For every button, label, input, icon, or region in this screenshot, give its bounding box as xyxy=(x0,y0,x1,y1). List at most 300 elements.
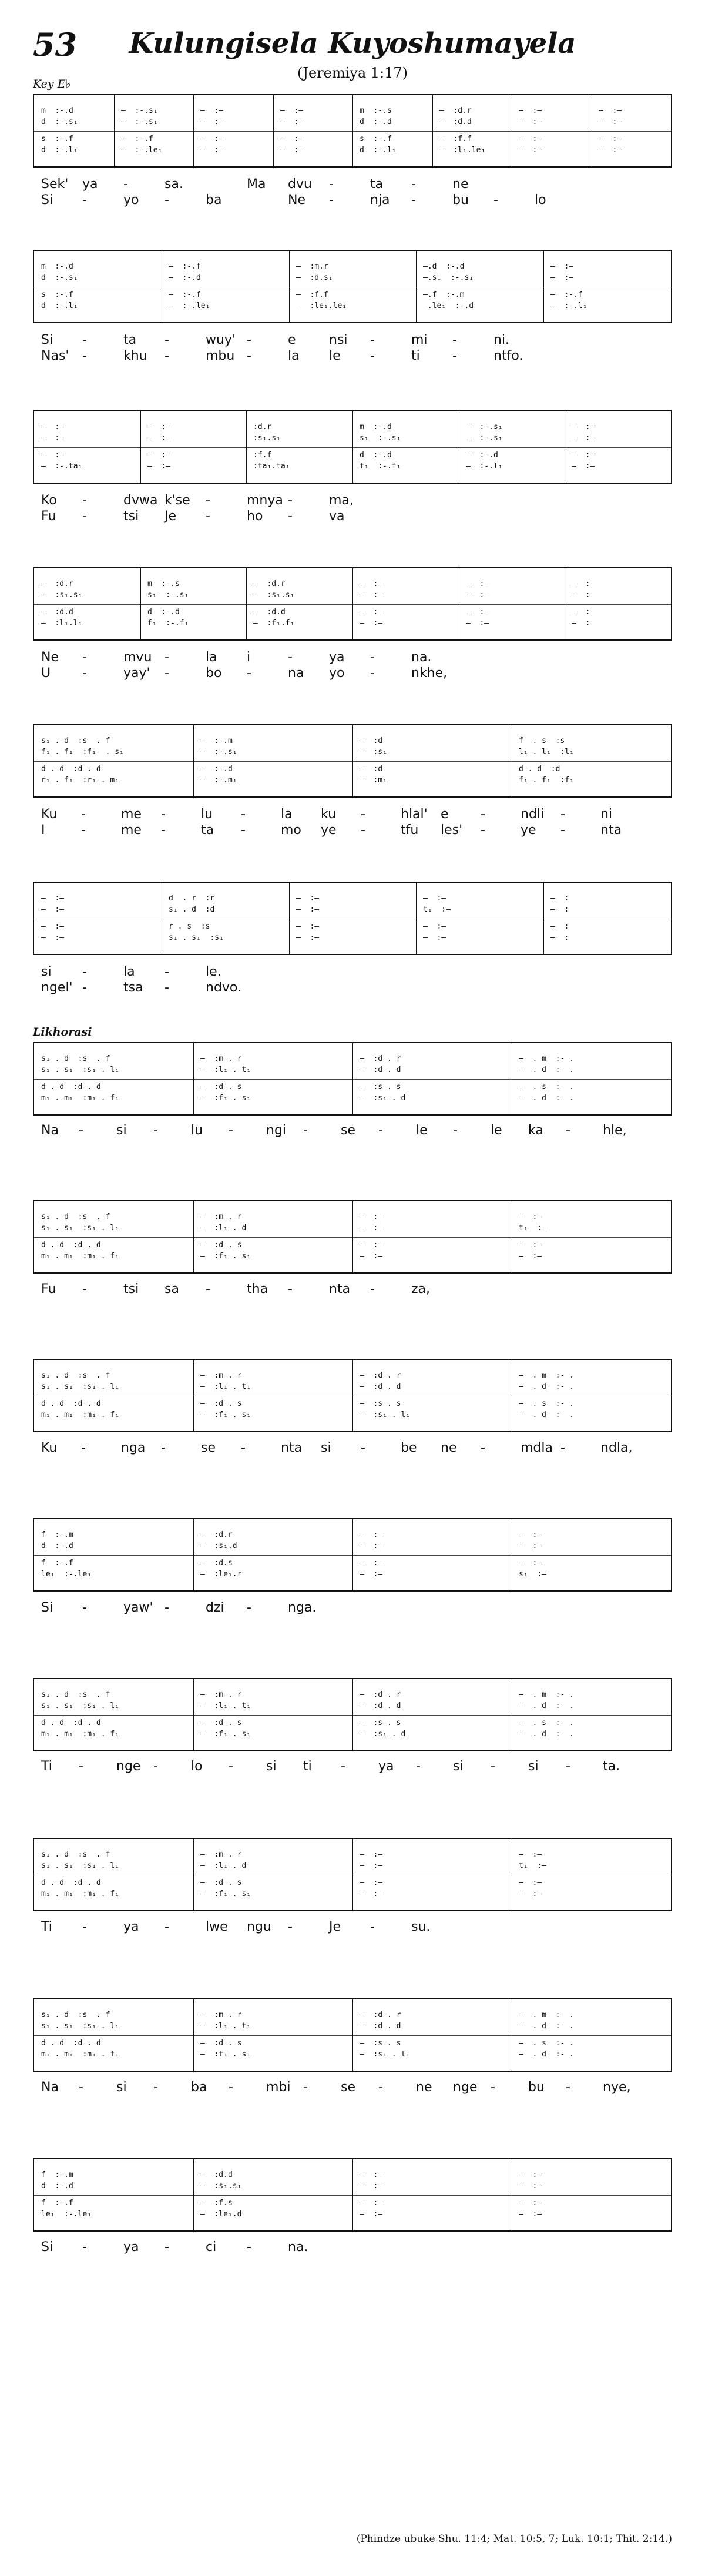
note-cell: d . d :d . d xyxy=(41,765,101,773)
lyric-syllable: - xyxy=(82,650,87,665)
voice-row xyxy=(34,2198,671,2208)
lyric-syllable: nta xyxy=(329,1282,351,1297)
lyric-syllable: - xyxy=(361,823,365,838)
lyric-syllable: - xyxy=(494,193,498,207)
lyric-syllable: ta. xyxy=(603,1759,620,1774)
lyric-syllable: - xyxy=(370,1920,375,1934)
lyric-syllable: - xyxy=(164,964,169,979)
note-cell: — :— xyxy=(200,106,224,115)
note-cell: — :— xyxy=(423,894,446,903)
lyric-syllable: - xyxy=(164,2240,169,2255)
note-cell: — :— xyxy=(599,118,622,126)
voice-row xyxy=(34,1569,671,1579)
lyric-syllable: ni xyxy=(600,807,613,822)
note-cell: — :-.d xyxy=(169,273,201,282)
note-cell: — . d :- . xyxy=(519,1730,574,1738)
note-cell: — :s₁ xyxy=(360,748,387,756)
note-cell: — :d . s xyxy=(200,2039,242,2048)
lyric-syllable: ndvo. xyxy=(206,980,241,995)
note-cell: — :-.m₁ xyxy=(200,776,237,785)
lyric-syllable: Ma xyxy=(247,177,266,192)
note-cell: r . s :s xyxy=(169,922,210,931)
note-cell: — :-.m xyxy=(200,736,233,745)
lyric-syllable: ya xyxy=(123,2240,139,2255)
note-cell: — :m . r xyxy=(200,1371,242,1380)
note-cell: — :f₁.f₁ xyxy=(253,619,295,628)
lyric-syllable: nga. xyxy=(288,1600,317,1615)
note-cell: — :d.d xyxy=(253,608,286,617)
note-cell: s₁ . s₁ :s₁ . l₁ xyxy=(41,1701,120,1710)
note-cell: — . m :- . xyxy=(519,1054,574,1063)
voice-row xyxy=(34,461,671,471)
note-cell: — : xyxy=(550,905,569,914)
note-cell: — :— xyxy=(572,462,595,471)
lyric-syllable: - xyxy=(82,2240,87,2255)
voice-row xyxy=(34,2170,671,2180)
lyric-line xyxy=(41,1440,676,1456)
lyric-syllable: - xyxy=(82,493,87,508)
note-cell: — :— xyxy=(360,1542,383,1550)
note-cell: — :— xyxy=(466,608,489,617)
lyric-syllable: si xyxy=(116,1123,127,1138)
voice-row xyxy=(34,422,671,432)
lyric-syllable: - xyxy=(288,1920,293,1934)
note-cell: :s₁.s₁ xyxy=(253,434,281,443)
note-cell: f₁ . f₁ :f₁ . s₁ xyxy=(41,748,124,756)
note-cell: — :— xyxy=(147,462,171,471)
lyric-syllable: - xyxy=(247,1600,251,1615)
note-cell: — :— xyxy=(41,423,65,431)
note-cell: — :— xyxy=(280,146,304,155)
lyric-syllable: nge xyxy=(453,2080,478,2095)
note-cell: d :-.d xyxy=(360,451,392,460)
lyric-line xyxy=(41,332,676,348)
lyric-syllable: - xyxy=(81,807,86,822)
voice-row xyxy=(34,290,671,300)
note-cell: s₁ . s₁ :s₁ . l₁ xyxy=(41,1066,120,1074)
note-cell: — :l₁ . d xyxy=(200,1861,247,1870)
lyric-syllable: sa. xyxy=(164,177,183,192)
note-cell: — :— xyxy=(519,2210,542,2219)
note-cell: d :-.d xyxy=(41,1542,73,1550)
lyrics-block xyxy=(41,1281,676,1297)
lyric-syllable: si xyxy=(116,2080,127,2095)
lyric-syllable: mo xyxy=(281,823,301,838)
note-cell: — :— xyxy=(360,619,383,628)
note-cell: — :— xyxy=(550,273,574,282)
lyric-syllable: lo xyxy=(535,193,546,207)
lyric-syllable: Ne xyxy=(41,650,59,665)
note-cell: — :s₁ . d xyxy=(360,1094,406,1103)
note-cell: d . r :r xyxy=(169,894,215,903)
note-cell: — :— xyxy=(519,2170,542,2179)
lyric-syllable: ne xyxy=(452,177,469,192)
lyric-syllable: ku xyxy=(321,807,337,822)
lyric-syllable: Si xyxy=(41,193,53,207)
music-system xyxy=(33,250,672,323)
lyric-syllable: - xyxy=(247,2240,251,2255)
lyric-syllable: wuy' xyxy=(206,333,236,347)
lyric-syllable: ne xyxy=(416,2080,432,2095)
voice-row xyxy=(34,2181,671,2191)
note-cell: — :— xyxy=(519,146,542,155)
lyric-line xyxy=(41,1758,676,1774)
voice-row xyxy=(34,747,671,757)
note-cell: — :f₁ . s₁ xyxy=(200,1094,251,1103)
note-cell: — :— xyxy=(147,423,171,431)
note-cell: — :— xyxy=(519,1878,542,1887)
voice-row xyxy=(34,922,671,932)
lyric-line xyxy=(41,1281,676,1297)
note-cell: — :s₁ . l₁ xyxy=(360,1411,411,1419)
note-cell: le₁ :-.le₁ xyxy=(41,2210,92,2219)
note-cell: — :d . s xyxy=(200,1083,242,1091)
note-cell: — :l₁ . t₁ xyxy=(200,1701,251,1710)
lyric-syllable: Ku xyxy=(41,807,58,822)
note-cell: — :le₁.d xyxy=(200,2210,242,2219)
note-cell: — . d :- . xyxy=(519,1094,574,1103)
music-system xyxy=(33,882,672,955)
note-cell: — :s₁ . l₁ xyxy=(360,2050,411,2059)
lyric-syllable: ka xyxy=(528,1123,543,1138)
lyric-syllable: i xyxy=(247,650,251,665)
note-cell: — :m . r xyxy=(200,1054,242,1063)
lyric-syllable: lwe xyxy=(206,1920,228,1934)
note-cell: — :— xyxy=(360,1570,383,1579)
lyric-syllable: - xyxy=(370,650,375,665)
lyric-syllable: - xyxy=(288,650,293,665)
note-cell: — :— xyxy=(360,1212,383,1221)
lyric-syllable: se xyxy=(201,1441,216,1455)
note-cell: s₁ . s₁ :s₁ . l₁ xyxy=(41,1224,120,1232)
lyric-line xyxy=(41,822,676,838)
lyric-syllable: ta xyxy=(123,333,137,347)
lyric-syllable: - xyxy=(481,823,485,838)
note-cell: — :m.r xyxy=(296,262,328,271)
lyric-line xyxy=(41,649,676,665)
note-cell: — :-.s₁ xyxy=(121,106,158,115)
note-cell: f :-.m xyxy=(41,1530,73,1539)
lyric-syllable: - xyxy=(566,1123,570,1138)
note-cell: — :— xyxy=(41,922,65,931)
note-cell: — :-.le₁ xyxy=(169,302,210,310)
note-cell: d . d :d . d xyxy=(41,1083,101,1091)
note-cell: s₁ :-.s₁ xyxy=(147,591,189,599)
lyric-syllable: Fu xyxy=(41,509,56,524)
note-cell: — :-.d xyxy=(466,451,498,460)
lyric-line xyxy=(41,176,676,192)
note-cell: — :— xyxy=(360,1224,383,1232)
voice-row xyxy=(34,117,671,127)
lyric-syllable: khu xyxy=(123,349,147,363)
lyric-syllable: - xyxy=(303,2080,308,2095)
note-cell: :f.f xyxy=(253,451,272,460)
note-cell: m :-.d xyxy=(360,423,392,431)
music-system xyxy=(33,1042,672,1116)
note-cell: — : xyxy=(572,591,590,599)
lyric-syllable: - xyxy=(361,807,365,822)
lyric-syllable: - xyxy=(82,980,87,995)
note-cell: s₁ . s₁ :s₁ xyxy=(169,933,224,942)
lyric-syllable: ya xyxy=(378,1759,394,1774)
lyric-syllable: za, xyxy=(411,1282,431,1297)
note-cell: — . s :- . xyxy=(519,1399,574,1408)
note-cell: m :-.s xyxy=(360,106,392,115)
lyric-syllable: le. xyxy=(206,964,221,979)
lyric-syllable: ngi xyxy=(266,1123,287,1138)
lyric-syllable: lu xyxy=(191,1123,203,1138)
voice-row xyxy=(34,1530,671,1540)
note-cell: — :s₁.s₁ xyxy=(200,2182,242,2190)
lyric-syllable: - xyxy=(247,666,251,681)
lyric-syllable: - xyxy=(247,349,251,363)
voice-row xyxy=(34,1054,671,1064)
lyrics-block xyxy=(41,1123,676,1138)
lyric-syllable: - xyxy=(79,2080,83,2095)
lyric-syllable: nta xyxy=(281,1441,303,1455)
note-cell: :ta₁.ta₁ xyxy=(253,462,290,471)
note-cell: — :— xyxy=(200,118,224,126)
voice-row xyxy=(34,764,671,774)
lyric-syllable: Je xyxy=(329,1920,341,1934)
lyric-syllable: - xyxy=(206,1282,210,1297)
voice-row xyxy=(34,2021,671,2031)
note-cell: — :— xyxy=(519,118,542,126)
lyric-syllable: - xyxy=(452,349,457,363)
lyric-syllable: ci xyxy=(206,2240,217,2255)
voice-row xyxy=(34,1701,671,1711)
note-cell: — :— xyxy=(41,933,65,942)
lyric-syllable: yo xyxy=(329,666,345,681)
lyric-syllable: Je xyxy=(164,509,177,524)
voice-row xyxy=(34,1878,671,1888)
lyric-syllable: - xyxy=(247,333,251,347)
note-cell: s₁ :-.s₁ xyxy=(360,434,401,443)
note-cell: — :— xyxy=(360,2182,383,2190)
note-cell: — :— xyxy=(423,922,446,931)
lyric-syllable: - xyxy=(303,1123,308,1138)
lyric-syllable: - xyxy=(164,980,169,995)
note-cell: f₁ :-.f₁ xyxy=(360,462,401,471)
note-cell: — :d.d xyxy=(41,608,73,617)
voice-row xyxy=(34,1729,671,1739)
lyric-syllable: si xyxy=(453,1759,464,1774)
note-cell: — :f.s xyxy=(200,2199,233,2207)
note-cell: — :— xyxy=(296,933,320,942)
voice-row xyxy=(34,1541,671,1551)
lyric-syllable: na. xyxy=(288,2240,308,2255)
lyric-syllable: la xyxy=(206,650,217,665)
note-cell: — :f.f xyxy=(296,290,328,299)
music-system xyxy=(33,1998,672,2072)
lyric-syllable: - xyxy=(153,1123,158,1138)
note-cell: — :d . d xyxy=(360,1382,401,1391)
note-cell: — :-.s₁ xyxy=(466,423,503,431)
key-signature: Key E♭ xyxy=(33,78,71,91)
note-cell: — :d.d xyxy=(439,118,472,126)
note-cell: — :— xyxy=(519,106,542,115)
lyric-syllable: e xyxy=(441,807,449,822)
lyric-syllable: U xyxy=(41,666,51,681)
lyric-syllable: nsi xyxy=(329,333,348,347)
note-cell: — :— xyxy=(519,1241,542,1250)
note-cell: — :le₁.r xyxy=(200,1570,242,1579)
lyric-syllable: tsi xyxy=(123,1282,139,1297)
lyric-syllable: mnya xyxy=(247,493,283,508)
note-cell: — :l₁.le₁ xyxy=(439,146,486,155)
lyric-syllable: - xyxy=(229,1759,233,1774)
lyric-syllable: nta xyxy=(600,823,622,838)
note-cell: — :— xyxy=(280,135,304,143)
lyric-syllable: - xyxy=(370,333,375,347)
lyric-syllable: ba xyxy=(191,2080,207,2095)
note-cell: —.s₁ :-.s₁ xyxy=(423,273,474,282)
lyric-syllable: - xyxy=(452,333,457,347)
note-cell: l₁ . l₁ :l₁ xyxy=(519,748,574,756)
lyric-syllable: Si xyxy=(41,1600,53,1615)
voice-row xyxy=(34,1850,671,1860)
music-system xyxy=(33,2158,672,2232)
lyric-syllable: - xyxy=(288,493,293,508)
note-cell: d . d :d . d xyxy=(41,1719,101,1727)
lyric-syllable: Ti xyxy=(41,1759,52,1774)
voice-row xyxy=(34,1558,671,1568)
lyric-syllable: - xyxy=(82,1600,87,1615)
note-cell: — :— xyxy=(519,1530,542,1539)
note-cell: — :— xyxy=(360,2199,383,2207)
note-cell: — :d . d xyxy=(360,2022,401,2031)
music-system xyxy=(33,1518,672,1592)
lyrics-block xyxy=(41,1919,676,1935)
note-cell: f₁ . f₁ :f₁ xyxy=(519,776,574,785)
voice-row xyxy=(34,933,671,943)
footer-references: (Phindze ubuke Shu. 11:4; Mat. 10:5, 7; Luk. 10:1; Thit. 2:14.) xyxy=(356,2533,672,2545)
lyric-line xyxy=(41,980,676,996)
note-cell: — . s :- . xyxy=(519,1083,574,1091)
note-cell: — :d.s xyxy=(200,1559,233,1567)
lyric-syllable: - xyxy=(341,1759,345,1774)
note-cell: — :-.l₁ xyxy=(466,462,503,471)
note-cell: — :— xyxy=(519,1890,542,1898)
note-cell: — :s . s xyxy=(360,1719,401,1727)
note-cell: m₁ . m₁ :m₁ . f₁ xyxy=(41,1094,120,1103)
note-cell: — :— xyxy=(360,1252,383,1261)
note-cell: m₁ . m₁ :m₁ . f₁ xyxy=(41,1411,120,1419)
note-cell: — . d :- . xyxy=(519,2022,574,2031)
note-cell: — :— xyxy=(200,146,224,155)
lyric-syllable: ye xyxy=(321,823,337,838)
voice-row xyxy=(34,2010,671,2020)
lyric-syllable: Ne xyxy=(288,193,306,207)
note-cell: d :-.d xyxy=(147,608,180,617)
lyric-syllable: - xyxy=(164,666,169,681)
lyric-syllable: le xyxy=(329,349,341,363)
lyrics-block xyxy=(41,493,676,524)
lyric-syllable: - xyxy=(82,333,87,347)
note-cell: — : xyxy=(550,922,569,931)
lyric-syllable: nkhe, xyxy=(411,666,448,681)
note-cell: — :l₁.l₁ xyxy=(41,619,83,628)
lyric-syllable: Na xyxy=(41,2080,59,2095)
note-cell: — :— xyxy=(466,579,489,588)
note-cell: — :— xyxy=(296,922,320,931)
voice-row xyxy=(34,1410,671,1420)
music-system xyxy=(33,1200,672,1274)
note-cell: f . s :s xyxy=(519,736,565,745)
note-cell: d :-.d xyxy=(41,2182,73,2190)
note-cell: — :s . s xyxy=(360,1083,401,1091)
note-cell: — :— xyxy=(360,1850,383,1859)
note-cell: — :— xyxy=(519,1850,542,1859)
lyric-syllable: na. xyxy=(411,650,432,665)
note-cell: d . d :d . d xyxy=(41,1241,101,1250)
note-cell: — :s₁ . d xyxy=(360,1730,406,1738)
note-cell: — :— xyxy=(519,135,542,143)
lyric-syllable: - xyxy=(229,2080,233,2095)
note-cell: — :s . s xyxy=(360,2039,401,2048)
voice-row xyxy=(34,1223,671,1233)
voice-row xyxy=(34,736,671,746)
lyric-syllable: - xyxy=(560,823,565,838)
note-cell: — :-.d xyxy=(200,765,233,773)
note-cell: — :— xyxy=(519,1252,542,1261)
note-cell: — :-.f xyxy=(121,135,153,143)
note-cell: — :-.s₁ xyxy=(466,434,503,443)
note-cell: —.d :-.d xyxy=(423,262,465,271)
lyric-syllable: ndla, xyxy=(600,1441,633,1455)
lyric-syllable: ta xyxy=(370,177,384,192)
note-cell: f :-.f xyxy=(41,1559,73,1567)
lyric-syllable: - xyxy=(378,2080,383,2095)
note-cell: — . d :- . xyxy=(519,1411,574,1419)
note-cell: — . m :- . xyxy=(519,1371,574,1380)
lyric-syllable: ne xyxy=(441,1441,457,1455)
note-cell: — :s . s xyxy=(360,1399,401,1408)
note-cell: s₁ . d :s . f xyxy=(41,1371,110,1380)
lyric-syllable: la xyxy=(281,807,293,822)
note-cell: — :— xyxy=(200,135,224,143)
note-cell: — :— xyxy=(360,1890,383,1898)
lyric-syllable: Sek' xyxy=(41,177,69,192)
lyric-syllable: - xyxy=(370,349,375,363)
note-cell: — : xyxy=(572,619,590,628)
note-cell: — :— xyxy=(572,423,595,431)
lyric-syllable: - xyxy=(164,333,169,347)
note-cell: — :f₁ . s₁ xyxy=(200,1730,251,1738)
lyric-line xyxy=(41,806,676,822)
lyric-syllable: Ko xyxy=(41,493,57,508)
lyric-syllable: - xyxy=(481,807,485,822)
note-cell: — : xyxy=(550,894,569,903)
note-cell: — :d.r xyxy=(439,106,472,115)
lyric-syllable: dvu xyxy=(288,177,312,192)
voice-row xyxy=(34,1212,671,1222)
note-cell: d :-.l₁ xyxy=(360,146,397,155)
voice-row xyxy=(34,1082,671,1092)
lyric-syllable: - xyxy=(288,509,293,524)
lyric-syllable: k'se xyxy=(164,493,190,508)
note-cell: m :-.d xyxy=(41,262,73,271)
note-cell: — :— xyxy=(519,1542,542,1550)
note-cell: — :s₁.s₁ xyxy=(253,591,295,599)
lyric-syllable: - xyxy=(153,1759,158,1774)
lyrics-block xyxy=(41,1600,676,1616)
lyric-line xyxy=(41,665,676,681)
voice-row xyxy=(34,1861,671,1871)
note-cell: m :-.s xyxy=(147,579,180,588)
scripture-reference: (Jeremiya 1:17) xyxy=(297,65,408,81)
section-label-chorus: Likhorasi xyxy=(33,1026,92,1039)
